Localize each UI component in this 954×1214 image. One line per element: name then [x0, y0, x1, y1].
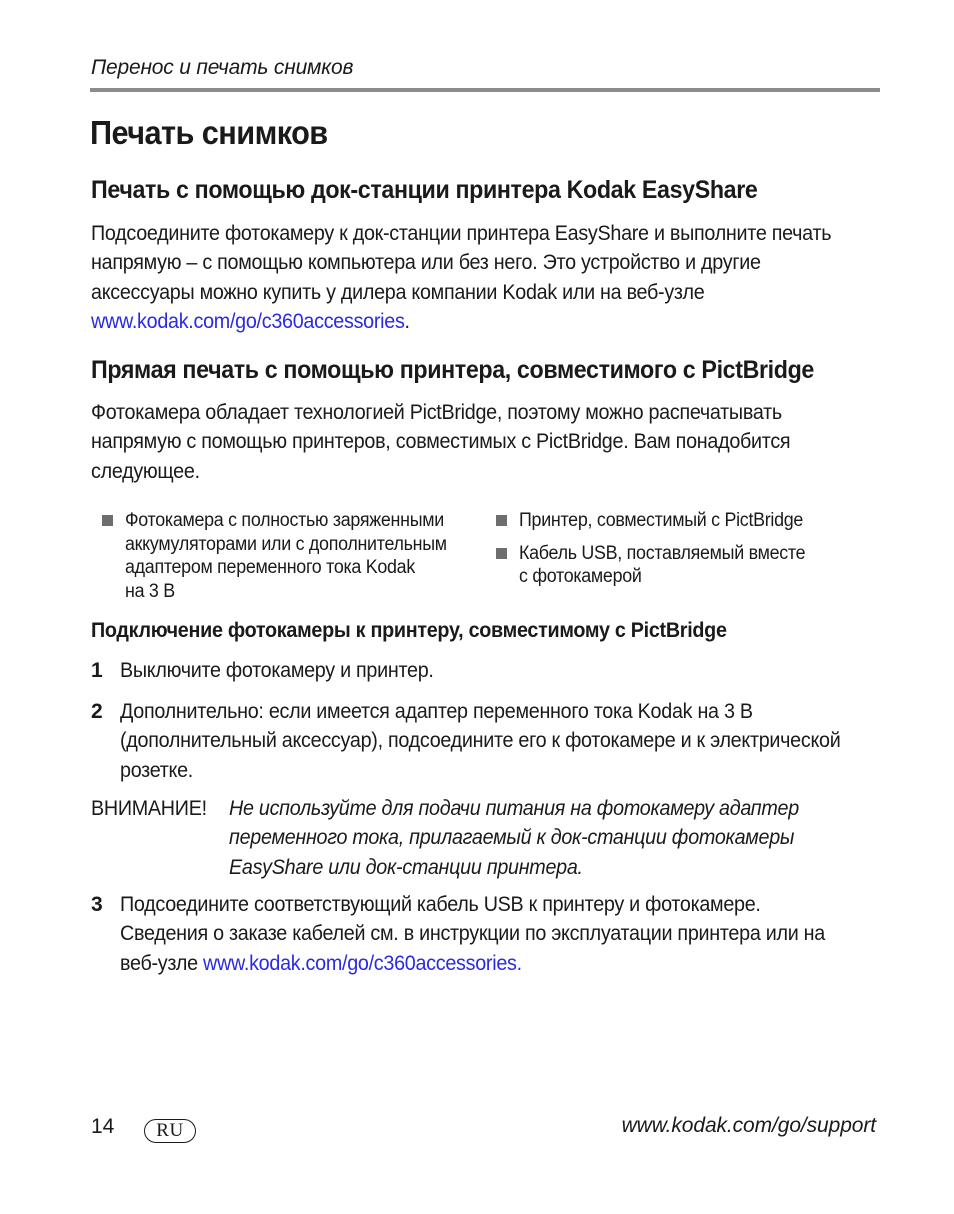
running-header: Перенос и печать снимков: [91, 56, 354, 79]
accessories-link[interactable]: www.kodak.com/go/c360accessories: [203, 951, 517, 975]
paragraph-line: аксессуары можно купить у дилера компании Kodak или на веб-узле: [91, 280, 705, 304]
warning-body: [229, 794, 835, 882]
step-number: 1: [91, 659, 103, 682]
step-line: розетке.: [120, 758, 193, 782]
paragraph-line: напрямую с помощью принтеров, совместимых с PictBridge. Вам понадобится: [91, 430, 791, 454]
list-item: [490, 509, 824, 533]
procedure-heading: Подключение фотокамеры к принтеру, совместимому с PictBridge: [91, 619, 727, 642]
support-url: www.kodak.com/go/support: [621, 1114, 876, 1137]
list-item-line: Кабель USB, поставляемый вместе: [519, 542, 806, 564]
step-line: [120, 949, 825, 978]
requirements-right-column: [490, 509, 824, 589]
paragraph-pictbridge: [91, 398, 891, 486]
accessories-link[interactable]: www.kodak.com/go/c360accessories: [91, 309, 405, 333]
step-line: Сведения о заказе кабелей см. в инструкции по эксплуатации принтера или на: [120, 922, 825, 946]
language-badge: RU: [144, 1119, 196, 1143]
paragraph-line: следующее.: [91, 459, 200, 483]
list-item-line: на 3 В: [125, 580, 175, 602]
list-item: [490, 542, 824, 589]
step-line-prefix: веб-узле: [120, 951, 204, 975]
step-line: Дополнительно: если имеется адаптер переменного тока Kodak на 3 В: [120, 700, 753, 723]
list-item-line: Фотокамера с полностью заряженными: [125, 510, 444, 531]
link-suffix: .: [516, 951, 522, 975]
page-title: Печать снимков: [90, 114, 328, 151]
step-line: (дополнительный аксессуар), подсоедините его к фотокамере и к электрической: [120, 729, 841, 753]
link-suffix: .: [404, 309, 410, 333]
step-line: Выключите фотокамеру и принтер.: [120, 659, 434, 682]
square-bullet-icon: [102, 515, 113, 526]
step-number: 2: [91, 700, 103, 723]
warning-line: EasyShare или док-станции принтера.: [229, 855, 583, 879]
list-item: [96, 509, 467, 603]
paragraph-dock: [91, 219, 891, 336]
warning-line: переменного тока, прилагаемый к док-станции фотокамеры: [229, 826, 795, 850]
warning-line: Не используйте для подачи питания на фотокамеру адаптер: [229, 797, 799, 820]
step-body: [120, 697, 886, 785]
list-item-line: с фотокамерой: [519, 566, 642, 587]
step-body: [120, 656, 454, 685]
paragraph-line: Фотокамера обладает технологией PictBridge, поэтому можно распечатывать: [91, 401, 782, 424]
section-heading-dock: Печать с помощью док-станции принтера Kodak EasyShare: [91, 176, 758, 204]
step-number: 3: [91, 893, 103, 916]
paragraph-line: напрямую – с помощью компьютера или без него. Это устройство и другие: [91, 251, 761, 275]
list-item-line: аккумуляторами или с дополнительным: [125, 533, 447, 555]
page-number: 14: [91, 1115, 115, 1138]
square-bullet-icon: [496, 515, 507, 526]
section-heading-pictbridge: Прямая печать с помощью принтера, совместимого с PictBridge: [91, 356, 814, 384]
square-bullet-icon: [496, 548, 507, 559]
requirements-left-column: [96, 509, 467, 603]
step-body: [120, 890, 870, 978]
paragraph-line: Подсоедините фотокамеру к док-станции принтера EasyShare и выполните печать: [91, 222, 832, 245]
list-item-line: адаптером переменного тока Kodak: [125, 557, 415, 578]
paragraph-line: [91, 307, 843, 336]
warning-label: ВНИМАНИЕ!: [91, 797, 207, 820]
header-rule: [90, 88, 880, 92]
step-line: Подсоедините соответствующий кабель USB к принтеру и фотокамере.: [120, 893, 761, 916]
list-item-line: Принтер, совместимый с PictBridge: [519, 510, 804, 531]
